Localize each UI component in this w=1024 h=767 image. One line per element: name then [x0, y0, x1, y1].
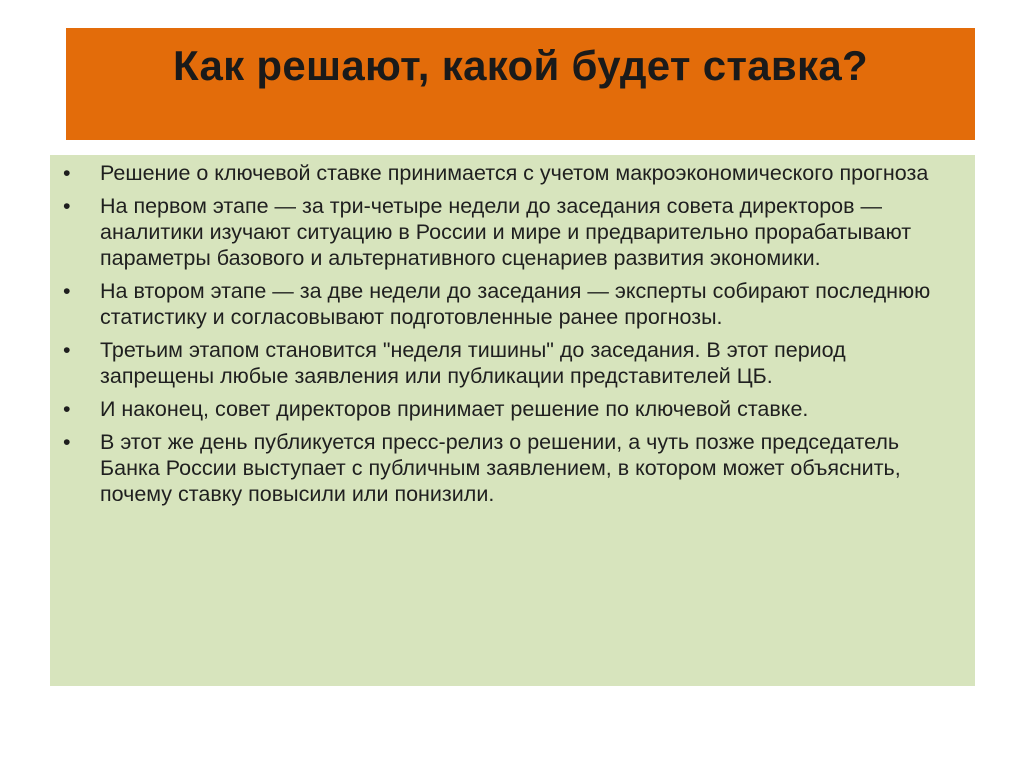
- title-bar: [66, 28, 975, 140]
- bullet-text: Решение о ключевой ставке принимается с учетом макроэкономического прогноза: [100, 161, 929, 185]
- bullet-list: [50, 160, 963, 507]
- bullet-item: [50, 396, 963, 422]
- bullet-text: На втором этапе — за две недели до заседания — эксперты собирают последнюю статистику и согласовывают подготовленные ранее прогнозы.: [100, 279, 931, 329]
- bullet-text: В этот же день публикуется пресс-релиз о решении, а чуть позже председатель Банка России выступает с публичным заявлением, в котором может объяснить, почему ставку повысили или понизили.: [100, 430, 901, 506]
- content-box: [50, 155, 975, 686]
- bullet-icon: •: [63, 161, 71, 185]
- bullet-icon: •: [63, 338, 71, 362]
- bullet-icon: •: [63, 397, 71, 421]
- bullet-item: [50, 337, 963, 389]
- bullet-item: [50, 160, 963, 186]
- bullet-text: И наконец, совет директоров принимает решение по ключевой ставке.: [100, 397, 809, 421]
- bullet-icon: •: [63, 279, 71, 303]
- bullet-icon: •: [63, 194, 71, 218]
- bullet-item: [50, 193, 963, 271]
- slide-title: Как решают, какой будет ставка?: [173, 42, 868, 89]
- bullet-text: На первом этапе — за три-четыре недели до заседания совета директоров — аналитики изучают ситуацию в России и мире и предварительно прорабатывают параметры базового и альтернативного сценариев развития экономики.: [100, 194, 912, 270]
- bullet-item: [50, 278, 963, 330]
- bullet-item: [50, 429, 963, 507]
- bullet-text: Третьим этапом становится "неделя тишины" до заседания. В этот период запрещены любые заявления или публикации представителей ЦБ.: [100, 338, 846, 388]
- bullet-icon: •: [63, 430, 71, 454]
